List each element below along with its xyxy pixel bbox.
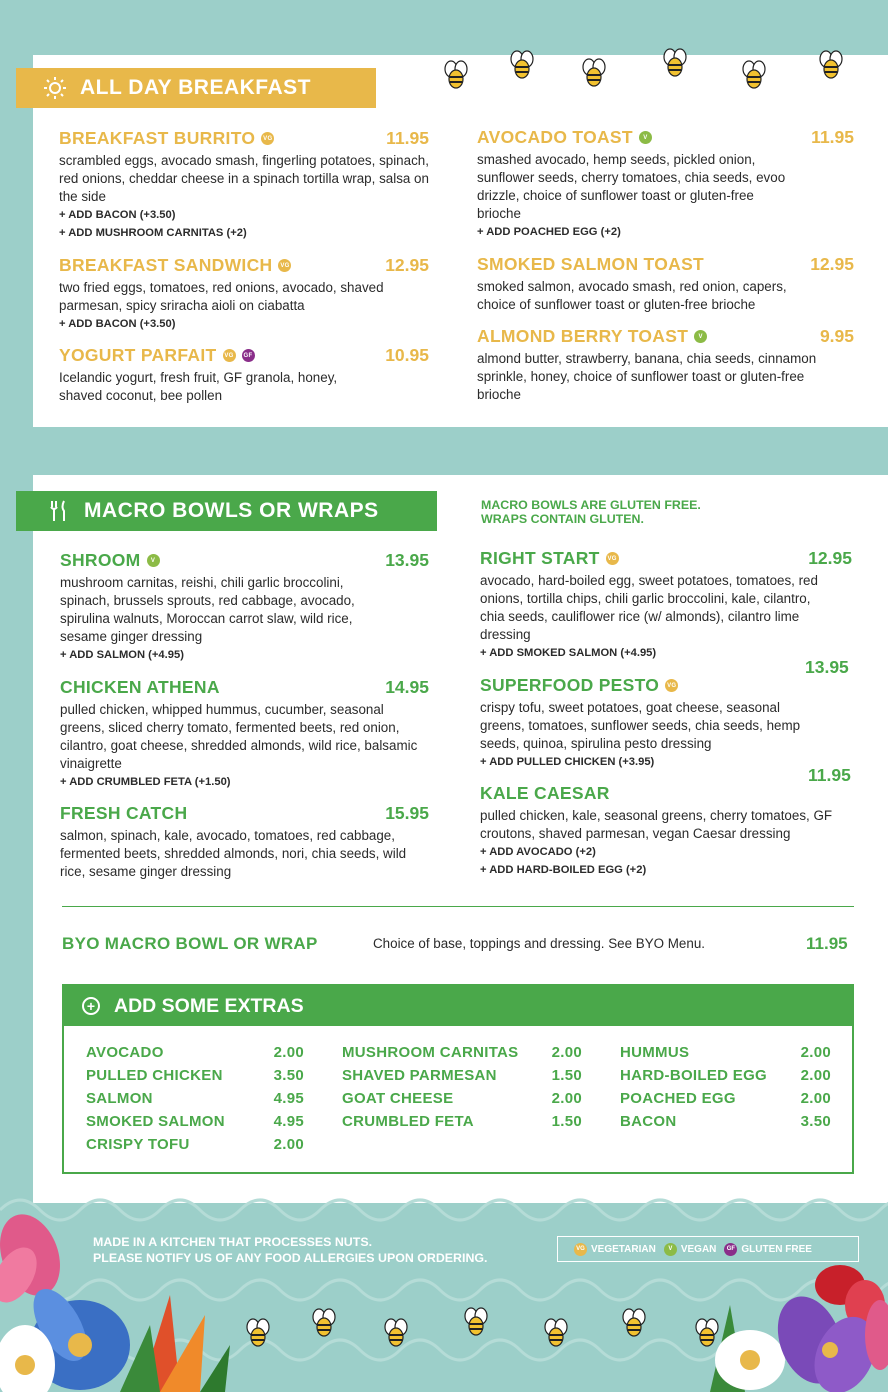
extra-name: HARD-BOILED EGG	[620, 1067, 767, 1084]
item-description: almond butter, strawberry, banana, chia seeds, cinnamon sprinkle, honey, choice of sunflower toast or gluten-free brioche	[477, 351, 817, 402]
item-price: 13.95	[805, 657, 849, 677]
item-name: SHROOM	[60, 550, 141, 570]
extra-price: 2.00	[273, 1136, 304, 1153]
extras-row	[342, 1090, 582, 1113]
extra-price: 1.50	[551, 1113, 582, 1130]
extra-price: 3.50	[273, 1067, 304, 1084]
vegetarian-badge: VG	[261, 132, 274, 145]
legend-label: GLUTEN FREE	[741, 1243, 812, 1255]
extra-price: 2.00	[800, 1090, 831, 1107]
bee-icon	[662, 48, 688, 78]
extra-price: 4.95	[273, 1090, 304, 1107]
bee-icon	[443, 60, 469, 90]
extras-row	[342, 1044, 582, 1067]
extra-name: SHAVED PARMESAN	[342, 1067, 497, 1084]
extra-name: AVOCADO	[86, 1044, 164, 1061]
bowls-title: MACRO BOWLS OR WRAPS	[84, 499, 379, 522]
diet-legend	[557, 1236, 859, 1262]
vegan-badge: V	[639, 131, 652, 144]
extra-price: 1.50	[551, 1067, 582, 1084]
extra-price: 4.95	[273, 1113, 304, 1130]
item-price: 11.95	[386, 128, 429, 148]
vegan-badge: V	[694, 330, 707, 343]
extras-row	[86, 1090, 304, 1113]
extras-row	[620, 1113, 831, 1136]
extras-column-1	[86, 1044, 304, 1159]
item-description: scrambled eggs, avocado smash, fingerling potatoes, spinach, red onions, cheddar cheese in a spinach tortilla wrap, salsa on the side	[59, 153, 429, 204]
menu-item-breakfast-sandwich	[59, 255, 429, 333]
menu-item-smoked-salmon-toast	[477, 254, 854, 314]
flower-illustration-left	[0, 1205, 230, 1392]
item-description: mushroom carnitas, reishi, chili garlic broccolini, spinach, brussels sprouts, red cabbage, avocado, spirulina walnuts, Moroccan carrot slaw, wild rice, sesame ginger dressing	[60, 575, 355, 644]
item-price: 10.95	[385, 345, 429, 365]
item-name: BREAKFAST SANDWICH	[59, 255, 273, 275]
item-name: SUPERFOOD PESTO	[480, 675, 660, 695]
extra-name: MUSHROOM CARNITAS	[342, 1044, 519, 1061]
extra-name: POACHED EGG	[620, 1090, 736, 1107]
vegetarian-badge: VG	[606, 552, 619, 565]
bee-icon	[543, 1318, 569, 1348]
extra-name: CRUMBLED FETA	[342, 1113, 474, 1130]
item-addon: + ADD SMOKED SALMON (+4.95)	[480, 647, 657, 659]
extras-row	[620, 1090, 831, 1113]
extra-name: PULLED CHICKEN	[86, 1067, 223, 1084]
extra-price: 2.00	[800, 1067, 831, 1084]
item-description: Icelandic yogurt, fresh fruit, GF granola, honey, shaved coconut, bee pollen	[59, 370, 338, 403]
item-addon: + ADD BACON (+3.50)	[59, 209, 176, 221]
extras-column-2	[342, 1044, 582, 1136]
item-price: 15.95	[385, 803, 429, 823]
plus-circle-icon: +	[82, 997, 100, 1015]
vegan-badge: V	[147, 554, 160, 567]
extras-title: ADD SOME EXTRAS	[114, 994, 304, 1017]
extra-price: 3.50	[800, 1113, 831, 1130]
item-description: pulled chicken, kale, seasonal greens, cherry tomatoes, GF croutons, shaved parmesan, vegan Caesar dressing	[480, 808, 833, 841]
item-addon: + ADD BACON (+3.50)	[59, 318, 176, 330]
item-price: 12.95	[385, 255, 429, 275]
item-price: 13.95	[385, 550, 429, 570]
item-addon: + ADD CRUMBLED FETA (+1.50)	[60, 776, 231, 788]
extra-price: 2.00	[800, 1044, 831, 1061]
bee-icon	[509, 50, 535, 80]
item-description: avocado, hard-boiled egg, sweet potatoes, tomatoes, red onions, tortilla chips, chili garlic broccolini, kale, cilantro, chia seeds, cauliflower rice (w/ almonds), cilantro lime dressing	[480, 573, 818, 642]
item-description: crispy tofu, sweet potatoes, goat cheese, seasonal greens, tomatoes, sunflower seeds, chia seeds, hemp seeds, quinoa, spirulina pesto dressing	[480, 700, 801, 751]
menu-item-chicken-athena	[60, 677, 429, 791]
vegetarian-badge: VG	[574, 1243, 587, 1256]
item-name: FRESH CATCH	[60, 803, 188, 823]
item-description: smashed avocado, hemp seeds, pickled onion, sunflower seeds, cherry tomatoes, chia seeds, evoo drizzle, choice of sunflower toast or gluten-free brioche	[477, 152, 786, 221]
bee-icon	[311, 1308, 337, 1338]
bee-icon	[694, 1318, 720, 1348]
extra-name: GOAT CHEESE	[342, 1090, 454, 1107]
divider	[62, 906, 854, 907]
item-description: smoked salmon, avocado smash, red onion, capers, choice of sunflower toast or gluten-free brioche	[477, 279, 787, 312]
gluten-note-line: WRAPS CONTAIN GLUTEN.	[481, 512, 644, 526]
item-addon: + ADD SALMON (+4.95)	[60, 649, 184, 661]
byo-name: BYO MACRO BOWL OR WRAP	[62, 934, 318, 953]
extra-price: 2.00	[273, 1044, 304, 1061]
menu-item-superfood-pesto	[480, 675, 852, 771]
legend-label: VEGAN	[680, 1243, 717, 1255]
menu-item-breakfast-burrito	[59, 128, 429, 242]
item-description: pulled chicken, whipped hummus, cucumber, seasonal greens, sliced cherry tomato, fermented beets, red onion, cilantro, goat cheese, shredded almonds, wild rice, balsamic vinaigrette	[60, 702, 418, 771]
item-addon: + ADD PULLED CHICKEN (+3.95)	[480, 756, 655, 768]
allergy-notice-line: MADE IN A KITCHEN THAT PROCESSES NUTS.	[93, 1235, 373, 1249]
menu-item-almond-berry-toast	[477, 326, 854, 404]
extras-row	[342, 1067, 582, 1090]
item-name: AVOCADO TOAST	[477, 127, 633, 147]
vegetarian-badge: VG	[223, 349, 236, 362]
byo-description: Choice of base, toppings and dressing. See BYO Menu.	[373, 936, 705, 951]
item-addon: + ADD AVOCADO (+2)	[480, 846, 596, 858]
bee-icon	[463, 1307, 489, 1337]
bee-icon	[245, 1318, 271, 1348]
extra-price: 2.00	[551, 1090, 582, 1107]
extra-name: BACON	[620, 1113, 677, 1130]
sun-icon	[42, 75, 68, 101]
item-name: BREAKFAST BURRITO	[59, 128, 256, 148]
extras-row	[620, 1067, 831, 1090]
gluten-note-line: MACRO BOWLS ARE GLUTEN FREE.	[481, 498, 701, 512]
extra-price: 2.00	[551, 1044, 582, 1061]
menu-item-avocado-toast	[477, 127, 854, 241]
legend-label: VEGETARIAN	[591, 1243, 656, 1255]
gluten-free-badge: GF	[724, 1243, 737, 1256]
extra-name: HUMMUS	[620, 1044, 690, 1061]
extras-row	[86, 1067, 304, 1090]
item-price: 11.95	[811, 127, 854, 147]
item-price: 14.95	[385, 677, 429, 697]
extras-row	[86, 1044, 304, 1067]
extras-row	[342, 1113, 582, 1136]
item-name: ALMOND BERRY TOAST	[477, 326, 689, 346]
bee-icon	[581, 58, 607, 88]
item-addon: + ADD POACHED EGG (+2)	[477, 226, 621, 238]
menu-item-yogurt-parfait	[59, 345, 429, 405]
vegetarian-badge: VG	[278, 259, 291, 272]
extra-name: SALMON	[86, 1090, 153, 1107]
extra-name: SMOKED SALMON	[86, 1113, 225, 1130]
bee-icon	[741, 60, 767, 90]
menu-item-shroom	[60, 550, 429, 664]
allergy-notice-line: PLEASE NOTIFY US OF ANY FOOD ALLERGIES UPON ORDERING.	[93, 1251, 488, 1265]
item-addon: + ADD MUSHROOM CARNITAS (+2)	[59, 227, 247, 239]
menu-item-fresh-catch	[60, 803, 429, 881]
item-price: 11.95	[808, 765, 851, 785]
item-price: 9.95	[819, 326, 854, 346]
item-price: 12.95	[810, 254, 854, 274]
extra-name: CRISPY TOFU	[86, 1136, 190, 1153]
extras-header	[64, 986, 852, 1026]
item-name: CHICKEN ATHENA	[60, 677, 220, 697]
item-name: RIGHT START	[480, 548, 600, 568]
bee-icon	[383, 1318, 409, 1348]
breakfast-title: ALL DAY BREAKFAST	[80, 76, 311, 99]
extras-row	[620, 1044, 831, 1067]
bee-icon	[818, 50, 844, 80]
bowls-banner	[16, 491, 437, 531]
item-price: 12.95	[808, 548, 852, 568]
extras-box	[62, 984, 854, 1174]
gluten-free-badge: GF	[242, 349, 255, 362]
menu-item-kale-caesar	[480, 783, 852, 879]
extras-column-3	[620, 1044, 831, 1136]
item-name: SMOKED SALMON TOAST	[477, 254, 705, 274]
vegetarian-badge: VG	[665, 679, 678, 692]
vegan-badge: V	[664, 1243, 677, 1256]
item-description: salmon, spinach, kale, avocado, tomatoes, red cabbage, fermented beets, shredded almonds, nori, chia seeds, wild rice, sesame ginger dressing	[60, 828, 407, 879]
item-name: KALE CAESAR	[480, 783, 610, 803]
extras-row	[86, 1113, 304, 1136]
item-name: YOGURT PARFAIT	[59, 345, 217, 365]
byo-price: 11.95	[806, 934, 848, 953]
item-addon: + ADD HARD-BOILED EGG (+2)	[480, 864, 647, 876]
breakfast-banner	[16, 68, 376, 108]
menu-item-right-start	[480, 548, 852, 662]
bee-icon	[621, 1308, 647, 1338]
gluten-note	[481, 498, 701, 526]
fork-knife-icon	[46, 498, 72, 524]
item-description: two fried eggs, tomatoes, red onions, avocado, shaved parmesan, spicy sriracha aioli on ciabatta	[59, 280, 384, 313]
